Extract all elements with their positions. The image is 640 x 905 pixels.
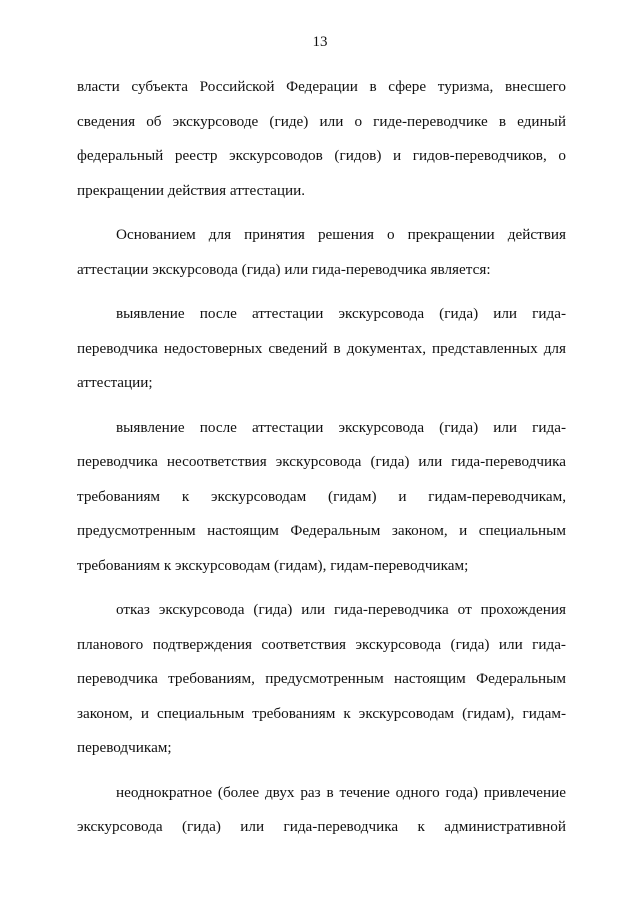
paragraph-grounds-intro: Основанием для принятия решения о прекращении действия аттестации экскурсовода (гида) или гида-переводчика является: xyxy=(77,226,566,278)
page-number: 13 xyxy=(312,34,328,50)
paragraph-continuation: власти субъекта Российской Федерации в сфере туризма, внесшего сведения об экскурсоводе (гиде) или о гиде-переводчике в единый федеральный реестр экскурсоводов (гидов) и гидов-переводчиков, о прекращении действия аттестации. xyxy=(77,78,566,199)
paragraph-ground-false-info: выявление после аттестации экскурсовода (гида) или гида-переводчика недостоверных сведений в документах, представленных для аттестации; xyxy=(77,305,566,391)
paragraph-ground-refusal: отказ экскурсовода (гида) или гида-переводчика от прохождения планового подтверждения соответствия экскурсовода (гида) или гида-переводчика требованиям, предусмотренным настоящим Федеральным законом, и специальным требованиям к экскурсоводам (гидам), гидам-переводчикам; xyxy=(77,601,566,756)
paragraph-ground-repeated-liability: неоднократное (более двух раз в течение одного года) привлечение экскурсовода (гида) или гида-переводчика к административной xyxy=(77,783,566,835)
paragraph-ground-nonconformity: выявление после аттестации экскурсовода (гида) или гида-переводчика несоответствия экскурсовода (гида) или гида-переводчика требованиям к экскурсоводам (гидам) и гидам-переводчикам, предусмотренным настоящим Федеральным законом, и специальным требованиям к экскурсоводам (гидам), гидам-переводчикам; xyxy=(77,418,566,574)
document-body xyxy=(77,70,566,855)
